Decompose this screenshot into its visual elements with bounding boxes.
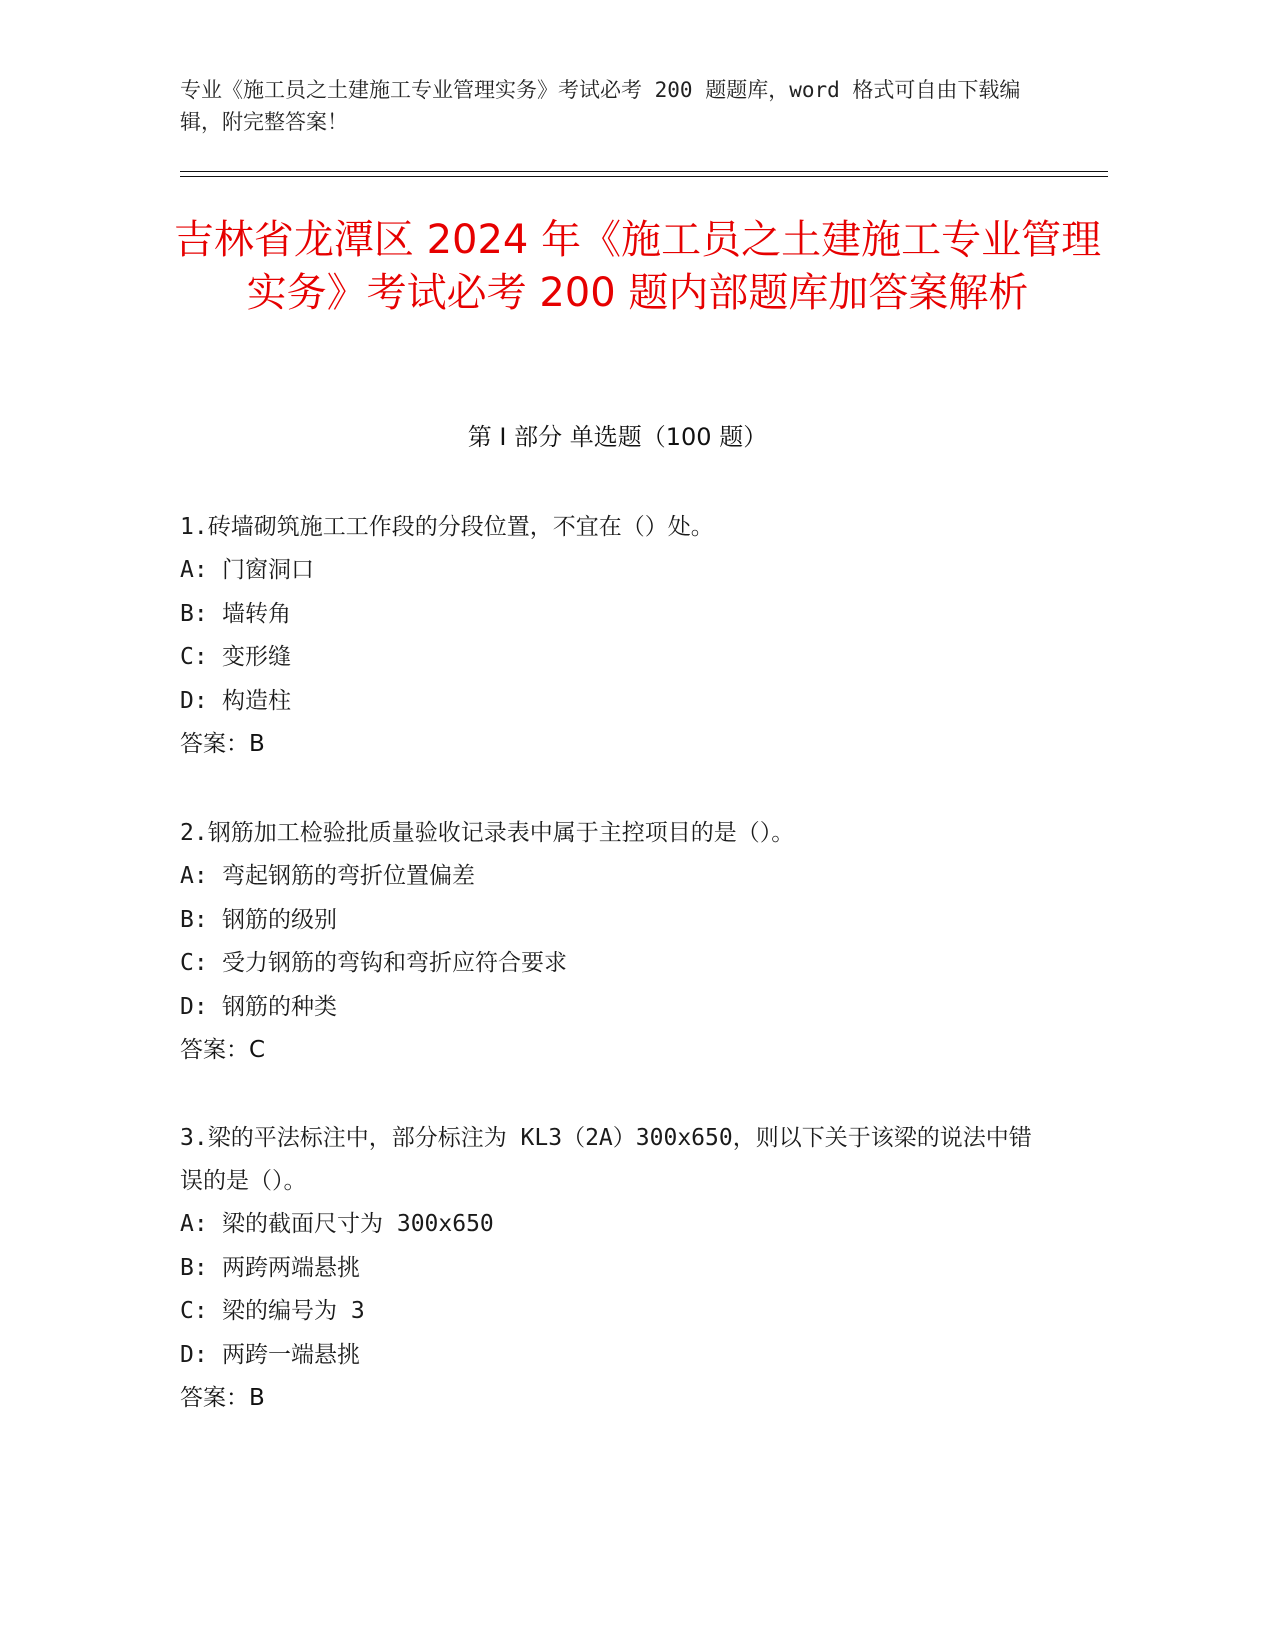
- option-letter: B:: [180, 600, 208, 627]
- option-d: [180, 680, 1050, 724]
- question-stem: 2.钢筋加工检验批质量验收记录表中属于主控项目的是（）。: [180, 820, 795, 846]
- option-text: 两跨两端悬挑: [222, 1254, 360, 1281]
- option-letter: B:: [180, 1254, 208, 1281]
- question-stem: 1.砖墙砌筑施工工作段的分段位置，不宜在（）处。: [180, 514, 714, 540]
- option-letter: C:: [180, 1298, 208, 1324]
- option-letter: D:: [180, 993, 208, 1020]
- option-text: 变形缝: [222, 644, 291, 670]
- question-block: [180, 1117, 1050, 1421]
- option-letter: D:: [180, 1341, 208, 1368]
- document-title: 吉林省龙潭区 2024 年《施工员之土建施工专业管理实务》考试必考 200 题内部题库加答案解析: [173, 217, 1102, 316]
- option-text: 两跨一端悬挑: [222, 1341, 360, 1368]
- option-letter: A:: [180, 557, 208, 583]
- option-c: [180, 1290, 1050, 1334]
- option-text: 墙转角: [222, 600, 291, 627]
- option-text: 梁的编号为 3: [222, 1298, 365, 1324]
- option-a: [180, 549, 1050, 593]
- option-b: [180, 1247, 1050, 1291]
- header-divider-bottom: [180, 176, 1108, 177]
- question-stem: 3.梁的平法标注中，部分标注为 KL3（2A）300x650，则以下关于该梁的说法中错误的是（）。: [180, 1125, 1032, 1194]
- header-note: 专业《施工员之土建施工专业管理实务》考试必考 200 题题库，word 格式可自由下载编辑，附完整答案！: [180, 78, 1021, 134]
- option-letter: A:: [180, 863, 208, 889]
- option-a: [180, 1203, 1050, 1247]
- option-b: [180, 593, 1050, 637]
- option-letter: D:: [180, 687, 208, 714]
- question-block: [180, 812, 1050, 1073]
- option-text: 构造柱: [222, 687, 291, 714]
- option-a: [180, 855, 1050, 899]
- answer-line: 答案：B: [180, 1385, 265, 1411]
- question-block: [180, 506, 1050, 767]
- option-text: 梁的截面尺寸为 300x650: [222, 1211, 494, 1237]
- option-text: 受力钢筋的弯钩和弯折应符合要求: [222, 950, 567, 976]
- option-text: 钢筋的级别: [222, 906, 337, 933]
- option-b: [180, 899, 1050, 943]
- option-c: [180, 942, 1050, 986]
- option-c: [180, 636, 1050, 680]
- option-d: [180, 986, 1050, 1030]
- answer-line: 答案：B: [180, 731, 265, 757]
- option-d: [180, 1334, 1050, 1378]
- option-letter: C:: [180, 644, 208, 670]
- option-letter: A:: [180, 1211, 208, 1237]
- option-letter: B:: [180, 906, 208, 933]
- option-text: 钢筋的种类: [222, 993, 337, 1020]
- option-text: 弯起钢筋的弯折位置偏差: [222, 863, 475, 889]
- option-text: 门窗洞口: [222, 557, 314, 583]
- option-letter: C:: [180, 950, 208, 976]
- answer-line: 答案：C: [180, 1037, 266, 1063]
- section-heading: 第 I 部分 单选题（100 题）: [467, 423, 768, 451]
- header-divider-top: [180, 171, 1108, 172]
